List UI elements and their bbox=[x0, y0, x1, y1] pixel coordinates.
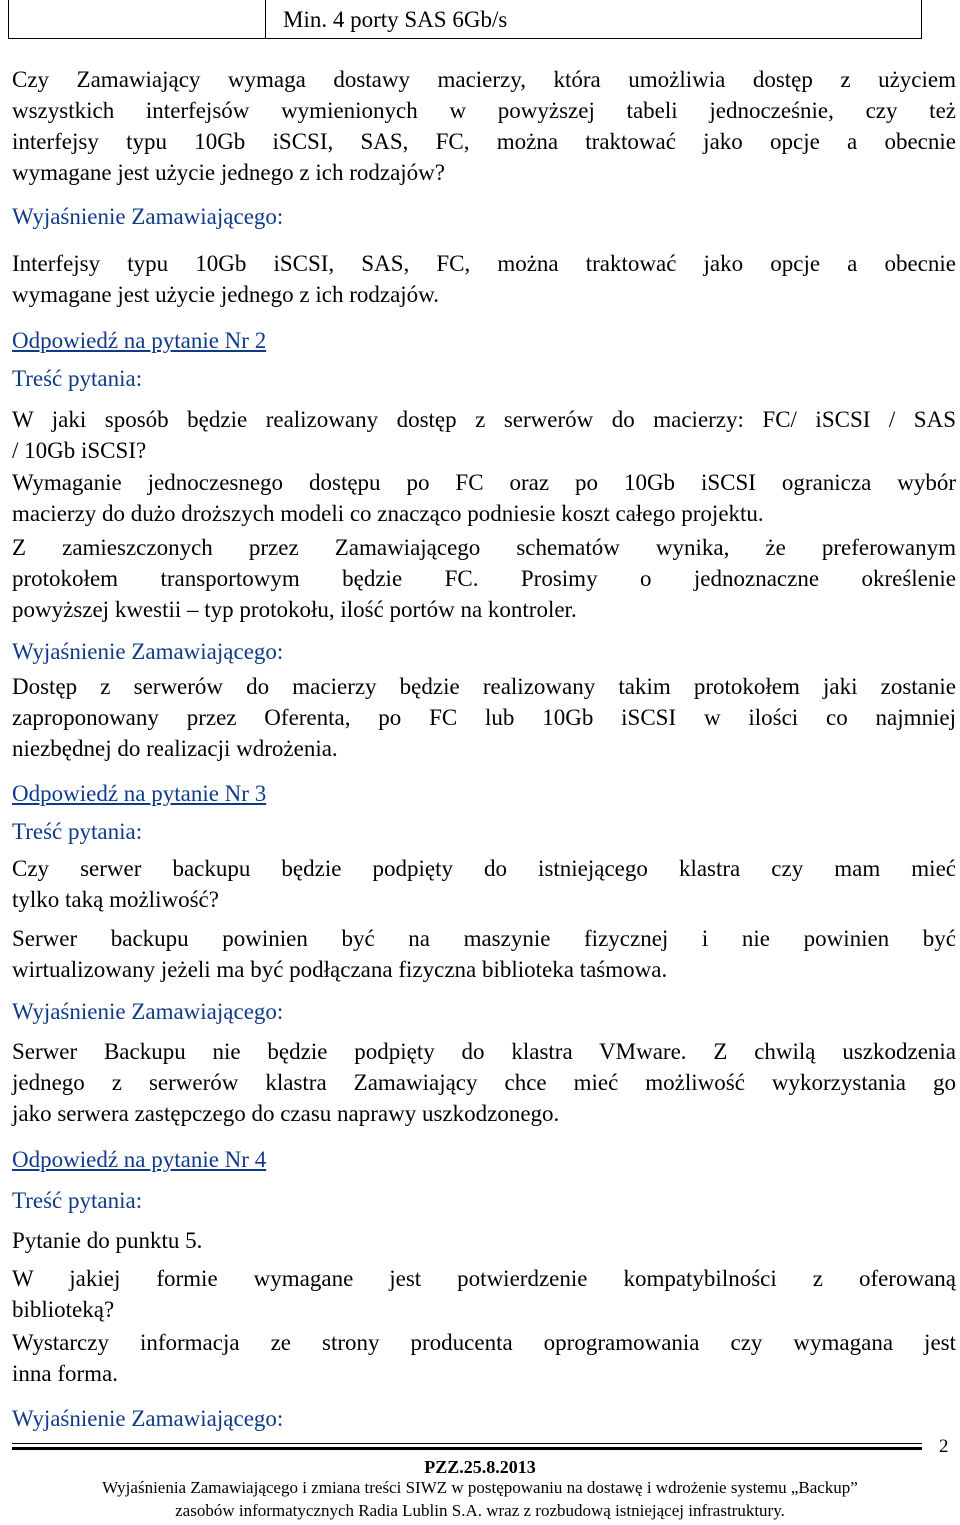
text-line: powyższej kwestii – typ protokołu, ilość portów na kontroler. bbox=[12, 597, 577, 622]
text-line: biblioteką? bbox=[12, 1297, 115, 1322]
text-line: W jakiej formie wymagane jest potwierdzenie kompatybilności z oferowaną bbox=[12, 1266, 956, 1291]
explanation-heading-2: Wyjaśnienie Zamawiającego: bbox=[12, 639, 284, 664]
question-4-text bbox=[12, 1263, 956, 1325]
answer-heading-2: Odpowiedź na pytanie Nr 2 bbox=[12, 328, 267, 353]
point-reference: Pytanie do punktu 5. bbox=[12, 1228, 203, 1253]
answer-heading-4: Odpowiedź na pytanie Nr 4 bbox=[12, 1147, 267, 1172]
answer-heading-3: Odpowiedź na pytanie Nr 3 bbox=[12, 781, 267, 806]
text-line: wszystkich interfejsów wymienionych w powyższej tabeli jednocześnie, czy też bbox=[12, 98, 956, 123]
table-cell-label bbox=[9, 0, 266, 38]
explanation-heading-1: Wyjaśnienie Zamawiającego: bbox=[12, 204, 284, 229]
text-line: interfejsy typu 10Gb iSCSI, SAS, FC, można traktować jako opcje a obecnie bbox=[12, 129, 956, 154]
footer-description-line-1: Wyjaśnienia Zamawiającego i zmiana treści SIWZ w postępowaniu na dostawę i wdrożenie systemu „Backup” bbox=[102, 1478, 858, 1497]
explanation-heading-4: Wyjaśnienie Zamawiającego: bbox=[12, 1406, 284, 1431]
question-heading-4: Treść pytania: bbox=[12, 1188, 143, 1213]
explanation-heading-3: Wyjaśnienie Zamawiającego: bbox=[12, 999, 284, 1024]
spec-table-row bbox=[8, 0, 922, 39]
text-line: macierzy do dużo droższych modeli co znacząco podniesie koszt całego projektu. bbox=[12, 501, 764, 526]
text-line: protokołem transportowym będzie FC. Prosimy o jednoznaczne określenie bbox=[12, 566, 956, 591]
footer-rule-thin bbox=[12, 1443, 922, 1444]
footer-case-code: PZZ.25.8.2013 bbox=[424, 1457, 536, 1477]
text-line: inna forma. bbox=[12, 1361, 119, 1386]
text-line: wirtualizowany jeżeli ma być podłączana fizyczna biblioteka taśmowa. bbox=[12, 957, 668, 982]
text-line: jednego z serwerów klastra Zamawiający chce mieć możliwość wykorzystania go bbox=[12, 1070, 956, 1095]
text-line: Czy Zamawiający wymaga dostawy macierzy, która umożliwia dostęp z użyciem bbox=[12, 67, 956, 92]
footer-description-line-2: zasobów informatycznych Radia Lublin S.A. wraz z rozbudową istniejącej infrastruktury. bbox=[175, 1501, 785, 1520]
text-line: wymagane jest użycie jednego z ich rodzajów? bbox=[12, 160, 445, 185]
explanation-3-text bbox=[12, 1036, 956, 1129]
text-line: Interfejsy typu 10Gb iSCSI, SAS, FC, można traktować jako opcje a obecnie bbox=[12, 251, 956, 276]
text-line: Dostęp z serwerów do macierzy będzie realizowany takim protokołem jaki zostanie bbox=[12, 674, 956, 699]
table-cell-value: Min. 4 porty SAS 6Gb/s bbox=[283, 7, 508, 32]
page-number: 2 bbox=[939, 1436, 949, 1457]
text-line: W jaki sposób będzie realizowany dostęp z serwerów do macierzy: FC/ iSCSI / SAS bbox=[12, 407, 956, 432]
text-line: jako serwera zastępczego do czasu naprawy uszkodzonego. bbox=[12, 1101, 560, 1126]
text-line: niezbędnej do realizacji wdrożenia. bbox=[12, 736, 338, 761]
text-line: Serwer backupu powinien być na maszynie fizycznej i nie powinien być bbox=[12, 926, 956, 951]
question-heading-2: Treść pytania: bbox=[12, 366, 143, 391]
requirement-2-text bbox=[12, 467, 956, 529]
text-line: / 10Gb iSCSI? bbox=[12, 438, 147, 463]
question-heading-3: Treść pytania: bbox=[12, 819, 143, 844]
text-line: Czy serwer backupu będzie podpięty do istniejącego klastra czy mam mieć bbox=[12, 856, 956, 881]
text-line: wymagane jest użycie jednego z ich rodzajów. bbox=[12, 282, 440, 307]
question-1-text bbox=[12, 64, 956, 188]
question-2-text bbox=[12, 404, 956, 466]
text-line: tylko taką możliwość? bbox=[12, 887, 219, 912]
explanation-2-text bbox=[12, 671, 956, 764]
explanation-1-text bbox=[12, 248, 956, 310]
text-line: Z zamieszczonych przez Zamawiającego schematów wynika, że preferowanym bbox=[12, 535, 956, 560]
text-line: Wystarczy informacja ze strony producenta oprogramowania czy wymagana jest bbox=[12, 1330, 956, 1355]
text-line: zaproponowany przez Oferenta, po FC lub 10Gb iSCSI w ilości co najmniej bbox=[12, 705, 956, 730]
question-3-text bbox=[12, 853, 956, 915]
text-line: Wymaganie jednoczesnego dostępu po FC oraz po 10Gb iSCSI ogranicza wybór bbox=[12, 470, 956, 495]
follow-4-text bbox=[12, 1327, 956, 1389]
text-line: Serwer Backupu nie będzie podpięty do klastra VMware. Z chwilą uszkodzenia bbox=[12, 1039, 956, 1064]
note-2-text bbox=[12, 532, 956, 625]
comment-3-text bbox=[12, 923, 956, 985]
footer-rule-thick bbox=[12, 1447, 922, 1450]
